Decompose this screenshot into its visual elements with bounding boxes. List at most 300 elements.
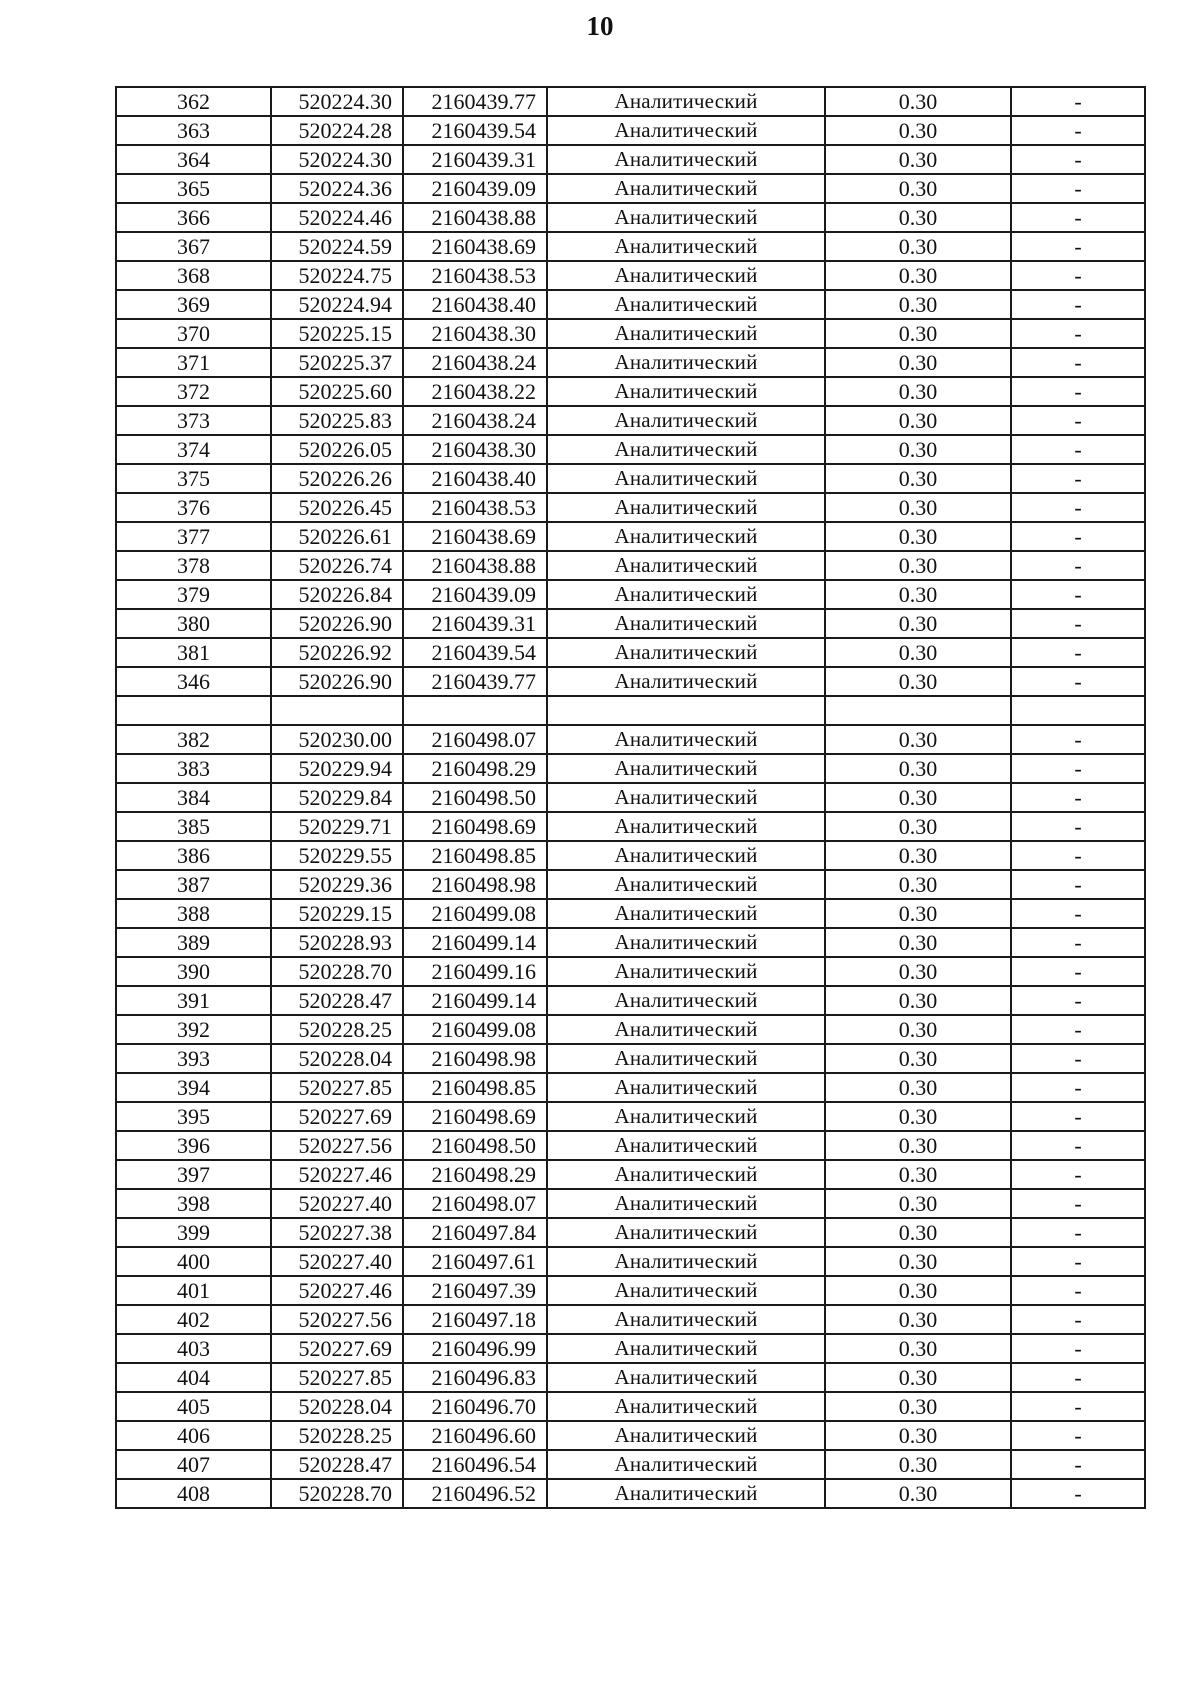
method-cell: Аналитический <box>547 1479 825 1508</box>
y-coordinate-cell: 2160497.18 <box>403 1305 547 1334</box>
y-coordinate-cell: 2160497.84 <box>403 1218 547 1247</box>
point-number-cell: 399 <box>116 1218 271 1247</box>
y-coordinate-cell: 2160439.09 <box>403 174 547 203</box>
point-number-cell: 390 <box>116 957 271 986</box>
point-number-cell: 392 <box>116 1015 271 1044</box>
x-coordinate-cell: 520224.46 <box>271 203 403 232</box>
method-cell: Аналитический <box>547 1073 825 1102</box>
point-number-cell: 379 <box>116 580 271 609</box>
page-number: 10 <box>586 11 614 41</box>
x-coordinate-cell: 520227.46 <box>271 1276 403 1305</box>
x-coordinate-cell: 520224.30 <box>271 145 403 174</box>
point-number-cell: 408 <box>116 1479 271 1508</box>
table-row <box>116 1247 1145 1276</box>
method-cell: Аналитический <box>547 1102 825 1131</box>
accuracy-cell: 0.30 <box>825 1450 1011 1479</box>
accuracy-cell: 0.30 <box>825 1479 1011 1508</box>
y-coordinate-cell: 2160438.40 <box>403 290 547 319</box>
accuracy-cell: 0.30 <box>825 1073 1011 1102</box>
accuracy-cell: 0.30 <box>825 1218 1011 1247</box>
point-number-cell: 389 <box>116 928 271 957</box>
y-coordinate-cell: 2160498.50 <box>403 783 547 812</box>
y-coordinate-cell: 2160496.60 <box>403 1421 547 1450</box>
x-coordinate-cell: 520224.28 <box>271 116 403 145</box>
accuracy-cell: 0.30 <box>825 406 1011 435</box>
accuracy-cell: 0.30 <box>825 377 1011 406</box>
accuracy-cell: 0.30 <box>825 841 1011 870</box>
table-row <box>116 1392 1145 1421</box>
method-cell: Аналитический <box>547 638 825 667</box>
x-coordinate-cell: 520225.15 <box>271 319 403 348</box>
accuracy-cell: 0.30 <box>825 232 1011 261</box>
point-number-cell: 398 <box>116 1189 271 1218</box>
y-coordinate-cell: 2160438.24 <box>403 406 547 435</box>
accuracy-cell: 0.30 <box>825 870 1011 899</box>
x-coordinate-cell: 520224.75 <box>271 261 403 290</box>
point-number-cell: 387 <box>116 870 271 899</box>
method-cell: Аналитический <box>547 1450 825 1479</box>
table-row <box>116 696 1145 725</box>
accuracy-cell: 0.30 <box>825 1015 1011 1044</box>
description-cell: - <box>1011 203 1145 232</box>
description-cell: - <box>1011 116 1145 145</box>
point-number-cell: 368 <box>116 261 271 290</box>
y-coordinate-cell: 2160439.31 <box>403 609 547 638</box>
accuracy-cell: 0.30 <box>825 899 1011 928</box>
point-number-cell: 384 <box>116 783 271 812</box>
y-coordinate-cell: 2160439.77 <box>403 667 547 696</box>
accuracy-cell: 0.30 <box>825 928 1011 957</box>
y-coordinate-cell: 2160438.69 <box>403 522 547 551</box>
table-row <box>116 1450 1145 1479</box>
method-cell: Аналитический <box>547 1044 825 1073</box>
point-number-cell: 364 <box>116 145 271 174</box>
description-cell: - <box>1011 580 1145 609</box>
x-coordinate-cell: 520227.69 <box>271 1334 403 1363</box>
description-cell: - <box>1011 638 1145 667</box>
method-cell: Аналитический <box>547 667 825 696</box>
description-cell: - <box>1011 1479 1145 1508</box>
description-cell: - <box>1011 261 1145 290</box>
table-row <box>116 1131 1145 1160</box>
method-cell: Аналитический <box>547 522 825 551</box>
accuracy-cell: 0.30 <box>825 986 1011 1015</box>
table-row <box>116 725 1145 754</box>
accuracy-cell: 0.30 <box>825 725 1011 754</box>
accuracy-cell: 0.30 <box>825 957 1011 986</box>
accuracy-cell: 0.30 <box>825 435 1011 464</box>
y-coordinate-cell: 2160497.39 <box>403 1276 547 1305</box>
method-cell: Аналитический <box>547 580 825 609</box>
accuracy-cell: 0.30 <box>825 1392 1011 1421</box>
accuracy-cell: 0.30 <box>825 1189 1011 1218</box>
method-cell: Аналитический <box>547 754 825 783</box>
description-cell: - <box>1011 1131 1145 1160</box>
description-cell: - <box>1011 1421 1145 1450</box>
table-row <box>116 638 1145 667</box>
y-coordinate-cell: 2160439.09 <box>403 580 547 609</box>
y-coordinate-cell: 2160439.77 <box>403 87 547 116</box>
point-number-cell: 346 <box>116 667 271 696</box>
accuracy-cell: 0.30 <box>825 551 1011 580</box>
table-row <box>116 1044 1145 1073</box>
description-cell: - <box>1011 870 1145 899</box>
accuracy-cell: 0.30 <box>825 464 1011 493</box>
method-cell: Аналитический <box>547 406 825 435</box>
method-cell: Аналитический <box>547 435 825 464</box>
accuracy-cell: 0.30 <box>825 261 1011 290</box>
table-row <box>116 986 1145 1015</box>
accuracy-cell: 0.30 <box>825 348 1011 377</box>
y-coordinate-cell: 2160438.24 <box>403 348 547 377</box>
table-row <box>116 928 1145 957</box>
x-coordinate-cell: 520227.56 <box>271 1131 403 1160</box>
point-number-cell: 385 <box>116 812 271 841</box>
table-row <box>116 232 1145 261</box>
accuracy-cell: 0.30 <box>825 1305 1011 1334</box>
point-number-cell: 394 <box>116 1073 271 1102</box>
method-cell: Аналитический <box>547 348 825 377</box>
accuracy-cell: 0.30 <box>825 145 1011 174</box>
x-coordinate-cell: 520227.85 <box>271 1073 403 1102</box>
y-coordinate-cell: 2160438.69 <box>403 232 547 261</box>
accuracy-cell: 0.30 <box>825 1276 1011 1305</box>
table-row <box>116 290 1145 319</box>
y-coordinate-cell: 2160496.83 <box>403 1363 547 1392</box>
method-cell: Аналитический <box>547 261 825 290</box>
coordinates-table-body <box>116 87 1145 1508</box>
description-cell: - <box>1011 1073 1145 1102</box>
table-row <box>116 957 1145 986</box>
description-cell: - <box>1011 435 1145 464</box>
y-coordinate-cell: 2160499.08 <box>403 1015 547 1044</box>
method-cell: Аналитический <box>547 812 825 841</box>
x-coordinate-cell: 520226.45 <box>271 493 403 522</box>
x-coordinate-cell: 520226.90 <box>271 609 403 638</box>
method-cell: Аналитический <box>547 1305 825 1334</box>
accuracy-cell: 0.30 <box>825 203 1011 232</box>
point-number-cell: 400 <box>116 1247 271 1276</box>
y-coordinate-cell: 2160438.30 <box>403 319 547 348</box>
method-cell: Аналитический <box>547 493 825 522</box>
y-coordinate-cell: 2160438.53 <box>403 261 547 290</box>
point-number-cell: 377 <box>116 522 271 551</box>
accuracy-cell: 0.30 <box>825 1247 1011 1276</box>
description-cell: - <box>1011 899 1145 928</box>
x-coordinate-cell: 520229.84 <box>271 783 403 812</box>
description-cell: - <box>1011 1247 1145 1276</box>
table-row <box>116 609 1145 638</box>
point-number-cell: 370 <box>116 319 271 348</box>
method-cell: Аналитический <box>547 232 825 261</box>
y-coordinate-cell: 2160498.98 <box>403 1044 547 1073</box>
y-coordinate-cell: 2160439.54 <box>403 638 547 667</box>
accuracy-cell: 0.30 <box>825 290 1011 319</box>
table-row <box>116 145 1145 174</box>
description-cell: - <box>1011 464 1145 493</box>
table-row <box>116 783 1145 812</box>
table-row <box>116 261 1145 290</box>
description-cell: - <box>1011 667 1145 696</box>
table-row <box>116 464 1145 493</box>
y-coordinate-cell: 2160497.61 <box>403 1247 547 1276</box>
description-cell: - <box>1011 87 1145 116</box>
method-cell: Аналитический <box>547 1392 825 1421</box>
method-cell: Аналитический <box>547 319 825 348</box>
description-cell: - <box>1011 1015 1145 1044</box>
point-number-cell: 382 <box>116 725 271 754</box>
description-cell: - <box>1011 1160 1145 1189</box>
point-number-cell: 373 <box>116 406 271 435</box>
point-number-cell: 405 <box>116 1392 271 1421</box>
x-coordinate-cell: 520228.47 <box>271 1450 403 1479</box>
table-row <box>116 1421 1145 1450</box>
point-number-cell: 388 <box>116 899 271 928</box>
method-cell: Аналитический <box>547 174 825 203</box>
table-row <box>116 1305 1145 1334</box>
x-coordinate-cell: 520226.90 <box>271 667 403 696</box>
point-number-cell: 371 <box>116 348 271 377</box>
table-row <box>116 1334 1145 1363</box>
point-number-cell: 393 <box>116 1044 271 1073</box>
accuracy-cell: 0.30 <box>825 87 1011 116</box>
point-number-cell: 386 <box>116 841 271 870</box>
accuracy-cell: 0.30 <box>825 783 1011 812</box>
accuracy-cell: 0.30 <box>825 522 1011 551</box>
description-cell: - <box>1011 348 1145 377</box>
description-cell: - <box>1011 1334 1145 1363</box>
method-cell: Аналитический <box>547 1189 825 1218</box>
accuracy-cell: 0.30 <box>825 1044 1011 1073</box>
table-row <box>116 1218 1145 1247</box>
x-coordinate-cell: 520228.25 <box>271 1015 403 1044</box>
point-number-cell: 378 <box>116 551 271 580</box>
table-row <box>116 841 1145 870</box>
x-coordinate-cell: 520228.47 <box>271 986 403 1015</box>
table-row <box>116 319 1145 348</box>
y-coordinate-cell: 2160438.30 <box>403 435 547 464</box>
point-number-cell: 366 <box>116 203 271 232</box>
x-coordinate-cell: 520227.56 <box>271 1305 403 1334</box>
x-coordinate-cell: 520227.85 <box>271 1363 403 1392</box>
x-coordinate-cell: 520226.26 <box>271 464 403 493</box>
method-cell: Аналитический <box>547 725 825 754</box>
description-cell: - <box>1011 232 1145 261</box>
x-coordinate-cell: 520229.15 <box>271 899 403 928</box>
y-coordinate-cell: 2160498.85 <box>403 1073 547 1102</box>
y-coordinate-cell: 2160498.69 <box>403 1102 547 1131</box>
accuracy-cell: 0.30 <box>825 638 1011 667</box>
method-cell: Аналитический <box>547 116 825 145</box>
x-coordinate-cell <box>271 696 403 725</box>
accuracy-cell: 0.30 <box>825 667 1011 696</box>
method-cell: Аналитический <box>547 1334 825 1363</box>
point-number-cell <box>116 696 271 725</box>
method-cell: Аналитический <box>547 957 825 986</box>
table-row <box>116 116 1145 145</box>
x-coordinate-cell: 520227.40 <box>271 1189 403 1218</box>
point-number-cell: 406 <box>116 1421 271 1450</box>
description-cell: - <box>1011 1392 1145 1421</box>
point-number-cell: 391 <box>116 986 271 1015</box>
x-coordinate-cell: 520225.37 <box>271 348 403 377</box>
table-row <box>116 406 1145 435</box>
point-number-cell: 367 <box>116 232 271 261</box>
table-row <box>116 1479 1145 1508</box>
x-coordinate-cell: 520226.84 <box>271 580 403 609</box>
x-coordinate-cell: 520226.61 <box>271 522 403 551</box>
y-coordinate-cell: 2160498.07 <box>403 1189 547 1218</box>
y-coordinate-cell: 2160499.16 <box>403 957 547 986</box>
point-number-cell: 402 <box>116 1305 271 1334</box>
method-cell: Аналитический <box>547 1421 825 1450</box>
description-cell: - <box>1011 1450 1145 1479</box>
point-number-cell: 381 <box>116 638 271 667</box>
point-number-cell: 376 <box>116 493 271 522</box>
y-coordinate-cell: 2160438.53 <box>403 493 547 522</box>
table-row <box>116 1189 1145 1218</box>
point-number-cell: 363 <box>116 116 271 145</box>
method-cell: Аналитический <box>547 986 825 1015</box>
table-row <box>116 754 1145 783</box>
method-cell: Аналитический <box>547 1160 825 1189</box>
x-coordinate-cell: 520227.40 <box>271 1247 403 1276</box>
method-cell: Аналитический <box>547 290 825 319</box>
accuracy-cell: 0.30 <box>825 319 1011 348</box>
point-number-cell: 380 <box>116 609 271 638</box>
y-coordinate-cell: 2160438.22 <box>403 377 547 406</box>
table-row <box>116 493 1145 522</box>
table-row <box>116 1160 1145 1189</box>
y-coordinate-cell: 2160438.88 <box>403 551 547 580</box>
method-cell: Аналитический <box>547 1218 825 1247</box>
description-cell: - <box>1011 1189 1145 1218</box>
table-row <box>116 1102 1145 1131</box>
y-coordinate-cell <box>403 696 547 725</box>
description-cell: - <box>1011 928 1145 957</box>
description-cell: - <box>1011 522 1145 551</box>
method-cell: Аналитический <box>547 1015 825 1044</box>
table-row <box>116 812 1145 841</box>
method-cell: Аналитический <box>547 928 825 957</box>
point-number-cell: 407 <box>116 1450 271 1479</box>
method-cell: Аналитический <box>547 783 825 812</box>
description-cell: - <box>1011 841 1145 870</box>
y-coordinate-cell: 2160496.99 <box>403 1334 547 1363</box>
x-coordinate-cell: 520227.69 <box>271 1102 403 1131</box>
description-cell: - <box>1011 145 1145 174</box>
table-row <box>116 870 1145 899</box>
description-cell: - <box>1011 812 1145 841</box>
table-row <box>116 87 1145 116</box>
table-row <box>116 580 1145 609</box>
point-number-cell: 374 <box>116 435 271 464</box>
method-cell: Аналитический <box>547 609 825 638</box>
y-coordinate-cell: 2160498.29 <box>403 754 547 783</box>
y-coordinate-cell: 2160439.54 <box>403 116 547 145</box>
y-coordinate-cell: 2160498.29 <box>403 1160 547 1189</box>
y-coordinate-cell: 2160438.40 <box>403 464 547 493</box>
table-row <box>116 174 1145 203</box>
description-cell: - <box>1011 377 1145 406</box>
table-row <box>116 1363 1145 1392</box>
description-cell: - <box>1011 493 1145 522</box>
coordinates-table <box>115 86 1146 1509</box>
x-coordinate-cell: 520228.70 <box>271 957 403 986</box>
table-row <box>116 203 1145 232</box>
y-coordinate-cell: 2160499.08 <box>403 899 547 928</box>
point-number-cell: 375 <box>116 464 271 493</box>
description-cell <box>1011 696 1145 725</box>
y-coordinate-cell: 2160498.98 <box>403 870 547 899</box>
method-cell: Аналитический <box>547 1363 825 1392</box>
point-number-cell: 395 <box>116 1102 271 1131</box>
accuracy-cell: 0.30 <box>825 609 1011 638</box>
y-coordinate-cell: 2160499.14 <box>403 986 547 1015</box>
description-cell: - <box>1011 754 1145 783</box>
description-cell: - <box>1011 1218 1145 1247</box>
x-coordinate-cell: 520224.94 <box>271 290 403 319</box>
description-cell: - <box>1011 783 1145 812</box>
method-cell: Аналитический <box>547 464 825 493</box>
x-coordinate-cell: 520230.00 <box>271 725 403 754</box>
x-coordinate-cell: 520229.94 <box>271 754 403 783</box>
y-coordinate-cell: 2160498.69 <box>403 812 547 841</box>
description-cell: - <box>1011 609 1145 638</box>
table-row <box>116 1015 1145 1044</box>
description-cell: - <box>1011 1363 1145 1392</box>
point-number-cell: 396 <box>116 1131 271 1160</box>
description-cell: - <box>1011 1276 1145 1305</box>
x-coordinate-cell: 520225.60 <box>271 377 403 406</box>
y-coordinate-cell: 2160496.54 <box>403 1450 547 1479</box>
method-cell: Аналитический <box>547 203 825 232</box>
method-cell: Аналитический <box>547 551 825 580</box>
description-cell: - <box>1011 1102 1145 1131</box>
accuracy-cell: 0.30 <box>825 116 1011 145</box>
accuracy-cell: 0.30 <box>825 174 1011 203</box>
description-cell: - <box>1011 1305 1145 1334</box>
method-cell: Аналитический <box>547 870 825 899</box>
accuracy-cell: 0.30 <box>825 754 1011 783</box>
y-coordinate-cell: 2160496.70 <box>403 1392 547 1421</box>
method-cell: Аналитический <box>547 145 825 174</box>
x-coordinate-cell: 520229.55 <box>271 841 403 870</box>
x-coordinate-cell: 520228.04 <box>271 1044 403 1073</box>
accuracy-cell: 0.30 <box>825 1102 1011 1131</box>
description-cell: - <box>1011 551 1145 580</box>
y-coordinate-cell: 2160498.85 <box>403 841 547 870</box>
method-cell: Аналитический <box>547 1131 825 1160</box>
description-cell: - <box>1011 319 1145 348</box>
table-row <box>116 1073 1145 1102</box>
x-coordinate-cell: 520229.71 <box>271 812 403 841</box>
accuracy-cell: 0.30 <box>825 812 1011 841</box>
table-row <box>116 899 1145 928</box>
description-cell: - <box>1011 986 1145 1015</box>
description-cell: - <box>1011 725 1145 754</box>
table-row <box>116 435 1145 464</box>
point-number-cell: 383 <box>116 754 271 783</box>
description-cell: - <box>1011 290 1145 319</box>
point-number-cell: 369 <box>116 290 271 319</box>
accuracy-cell: 0.30 <box>825 1421 1011 1450</box>
accuracy-cell: 0.30 <box>825 1160 1011 1189</box>
y-coordinate-cell: 2160496.52 <box>403 1479 547 1508</box>
accuracy-cell <box>825 696 1011 725</box>
y-coordinate-cell: 2160498.50 <box>403 1131 547 1160</box>
accuracy-cell: 0.30 <box>825 1131 1011 1160</box>
